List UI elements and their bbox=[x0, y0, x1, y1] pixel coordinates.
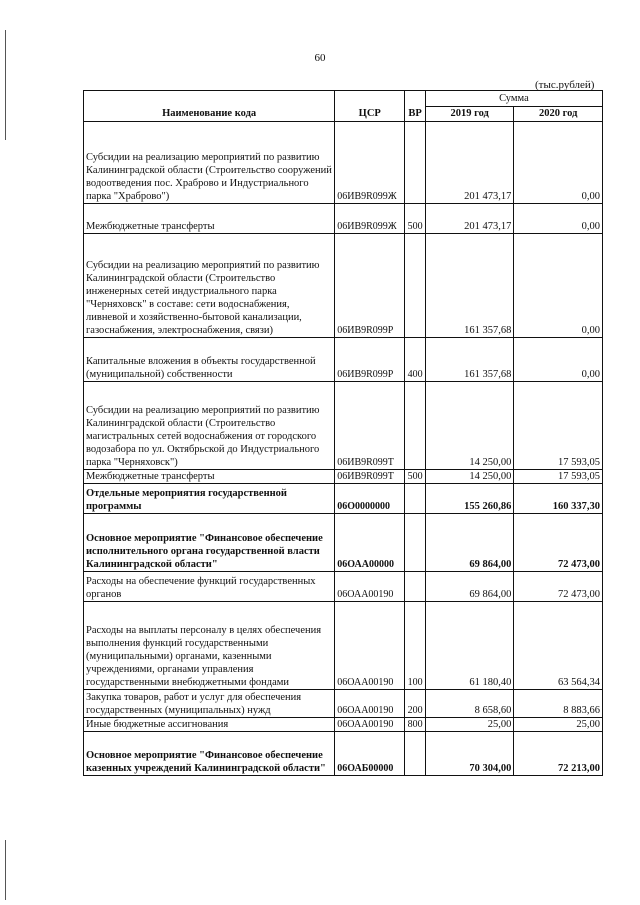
table-row bbox=[84, 484, 603, 514]
table-row bbox=[84, 602, 603, 690]
row-2020: 0,00 bbox=[514, 204, 603, 234]
row-vr bbox=[405, 732, 426, 776]
row-name: Иные бюджетные ассигнования bbox=[84, 718, 335, 732]
row-name: Основное мероприятие "Финансовое обеспечение исполнительного органа государственной власти Калининградской области" bbox=[84, 514, 335, 572]
table-row bbox=[84, 572, 603, 602]
row-2020: 0,00 bbox=[514, 234, 603, 338]
row-2020: 160 337,30 bbox=[514, 484, 603, 514]
row-vr bbox=[405, 484, 426, 514]
row-vr: 800 bbox=[405, 718, 426, 732]
row-vr: 400 bbox=[405, 338, 426, 382]
row-name: Расходы на обеспечение функций государственных органов bbox=[84, 572, 335, 602]
row-2020: 72 473,00 bbox=[514, 514, 603, 572]
row-2020: 17 593,05 bbox=[514, 470, 603, 484]
edge-mark bbox=[5, 30, 6, 140]
row-2019: 201 473,17 bbox=[425, 204, 514, 234]
row-csr: 06ОАБ00000 bbox=[335, 732, 405, 776]
row-2019: 155 260,86 bbox=[425, 484, 514, 514]
row-2020: 25,00 bbox=[514, 718, 603, 732]
page-number: 60 bbox=[314, 52, 326, 64]
row-csr: 06ОАА00190 bbox=[335, 718, 405, 732]
row-csr: 06ИВ9R099Р bbox=[335, 234, 405, 338]
table-row bbox=[84, 122, 603, 204]
row-name: Межбюджетные трансферты bbox=[84, 204, 335, 234]
row-2020: 0,00 bbox=[514, 122, 603, 204]
row-2019: 161 357,68 bbox=[425, 338, 514, 382]
table-row bbox=[84, 690, 603, 718]
row-2019: 70 304,00 bbox=[425, 732, 514, 776]
row-vr bbox=[405, 514, 426, 572]
row-vr: 500 bbox=[405, 470, 426, 484]
row-name: Субсидии на реализацию мероприятий по развитию Калининградской области (Строительство сооружений водоотведения пос. Храброво и Индустриального парка "Храброво") bbox=[84, 122, 335, 204]
row-csr: 06ОАА00000 bbox=[335, 514, 405, 572]
row-csr: 06ИВ9R099Т bbox=[335, 470, 405, 484]
row-2020: 63 564,34 bbox=[514, 602, 603, 690]
row-vr: 100 bbox=[405, 602, 426, 690]
row-vr bbox=[405, 382, 426, 470]
row-vr: 500 bbox=[405, 204, 426, 234]
row-2020: 72 213,00 bbox=[514, 732, 603, 776]
table-row bbox=[84, 470, 603, 484]
row-name: Отдельные мероприятия государственной программы bbox=[84, 484, 335, 514]
row-name: Субсидии на реализацию мероприятий по развитию Калининградской области (Строительство инженерных сетей индустриального парка "Черняховск" в составе: сети водоснабжения, ливневой и хозяйственно-бытовой канализации, газоснабжения, электроснабжения, связи) bbox=[84, 234, 335, 338]
row-csr: 06О0000000 bbox=[335, 484, 405, 514]
budget-table bbox=[83, 90, 603, 776]
row-2019: 201 473,17 bbox=[425, 122, 514, 204]
units-note: (тыс.рублей) bbox=[535, 79, 595, 91]
row-csr: 06ОАА00190 bbox=[335, 572, 405, 602]
row-name: Межбюджетные трансферты bbox=[84, 470, 335, 484]
row-name: Закупка товаров, работ и услуг для обеспечения государственных (муниципальных) нужд bbox=[84, 690, 335, 718]
table-row bbox=[84, 514, 603, 572]
row-csr: 06ОАА00190 bbox=[335, 690, 405, 718]
row-vr bbox=[405, 122, 426, 204]
header-2019: 2019 год bbox=[425, 107, 514, 122]
row-csr: 06ОАА00190 bbox=[335, 602, 405, 690]
edge-mark bbox=[5, 840, 6, 900]
row-name: Расходы на выплаты персоналу в целях обеспечения выполнения функций государственными (муниципальными) органами, казенными учреждениями, органами управления государственными внебюджетными фондами bbox=[84, 602, 335, 690]
row-2020: 72 473,00 bbox=[514, 572, 603, 602]
row-2019: 69 864,00 bbox=[425, 514, 514, 572]
header-vr: ВР bbox=[405, 91, 426, 122]
row-name: Субсидии на реализацию мероприятий по развитию Калининградской области (Строительство магистральных сетей водоснабжения от городского водозабора по ул. Октябрьской до Индустриального парка "Черняховск") bbox=[84, 382, 335, 470]
row-csr: 06ИВ9R099Ж bbox=[335, 204, 405, 234]
row-csr: 06ИВ9R099Р bbox=[335, 338, 405, 382]
table-row bbox=[84, 382, 603, 470]
row-2019: 69 864,00 bbox=[425, 572, 514, 602]
row-2019: 25,00 bbox=[425, 718, 514, 732]
table-row bbox=[84, 338, 603, 382]
row-2019: 161 357,68 bbox=[425, 234, 514, 338]
row-name: Капитальные вложения в объекты государственной (муниципальной) собственности bbox=[84, 338, 335, 382]
row-vr bbox=[405, 572, 426, 602]
header-name: Наименование кода bbox=[84, 91, 335, 122]
row-2019: 8 658,60 bbox=[425, 690, 514, 718]
row-2020: 8 883,66 bbox=[514, 690, 603, 718]
table-row bbox=[84, 732, 603, 776]
row-2020: 17 593,05 bbox=[514, 382, 603, 470]
table-row bbox=[84, 234, 603, 338]
table-row bbox=[84, 204, 603, 234]
header-sum: Сумма bbox=[425, 91, 602, 107]
row-csr: 06ИВ9R099Ж bbox=[335, 122, 405, 204]
table-row bbox=[84, 718, 603, 732]
row-2020: 0,00 bbox=[514, 338, 603, 382]
row-name: Основное мероприятие "Финансовое обеспечение казенных учреждений Калининградской области" bbox=[84, 732, 335, 776]
header-csr: ЦСР bbox=[335, 91, 405, 122]
row-2019: 14 250,00 bbox=[425, 470, 514, 484]
row-2019: 61 180,40 bbox=[425, 602, 514, 690]
row-csr: 06ИВ9R099Т bbox=[335, 382, 405, 470]
row-vr: 200 bbox=[405, 690, 426, 718]
row-vr bbox=[405, 234, 426, 338]
header-2020: 2020 год bbox=[514, 107, 603, 122]
row-2019: 14 250,00 bbox=[425, 382, 514, 470]
